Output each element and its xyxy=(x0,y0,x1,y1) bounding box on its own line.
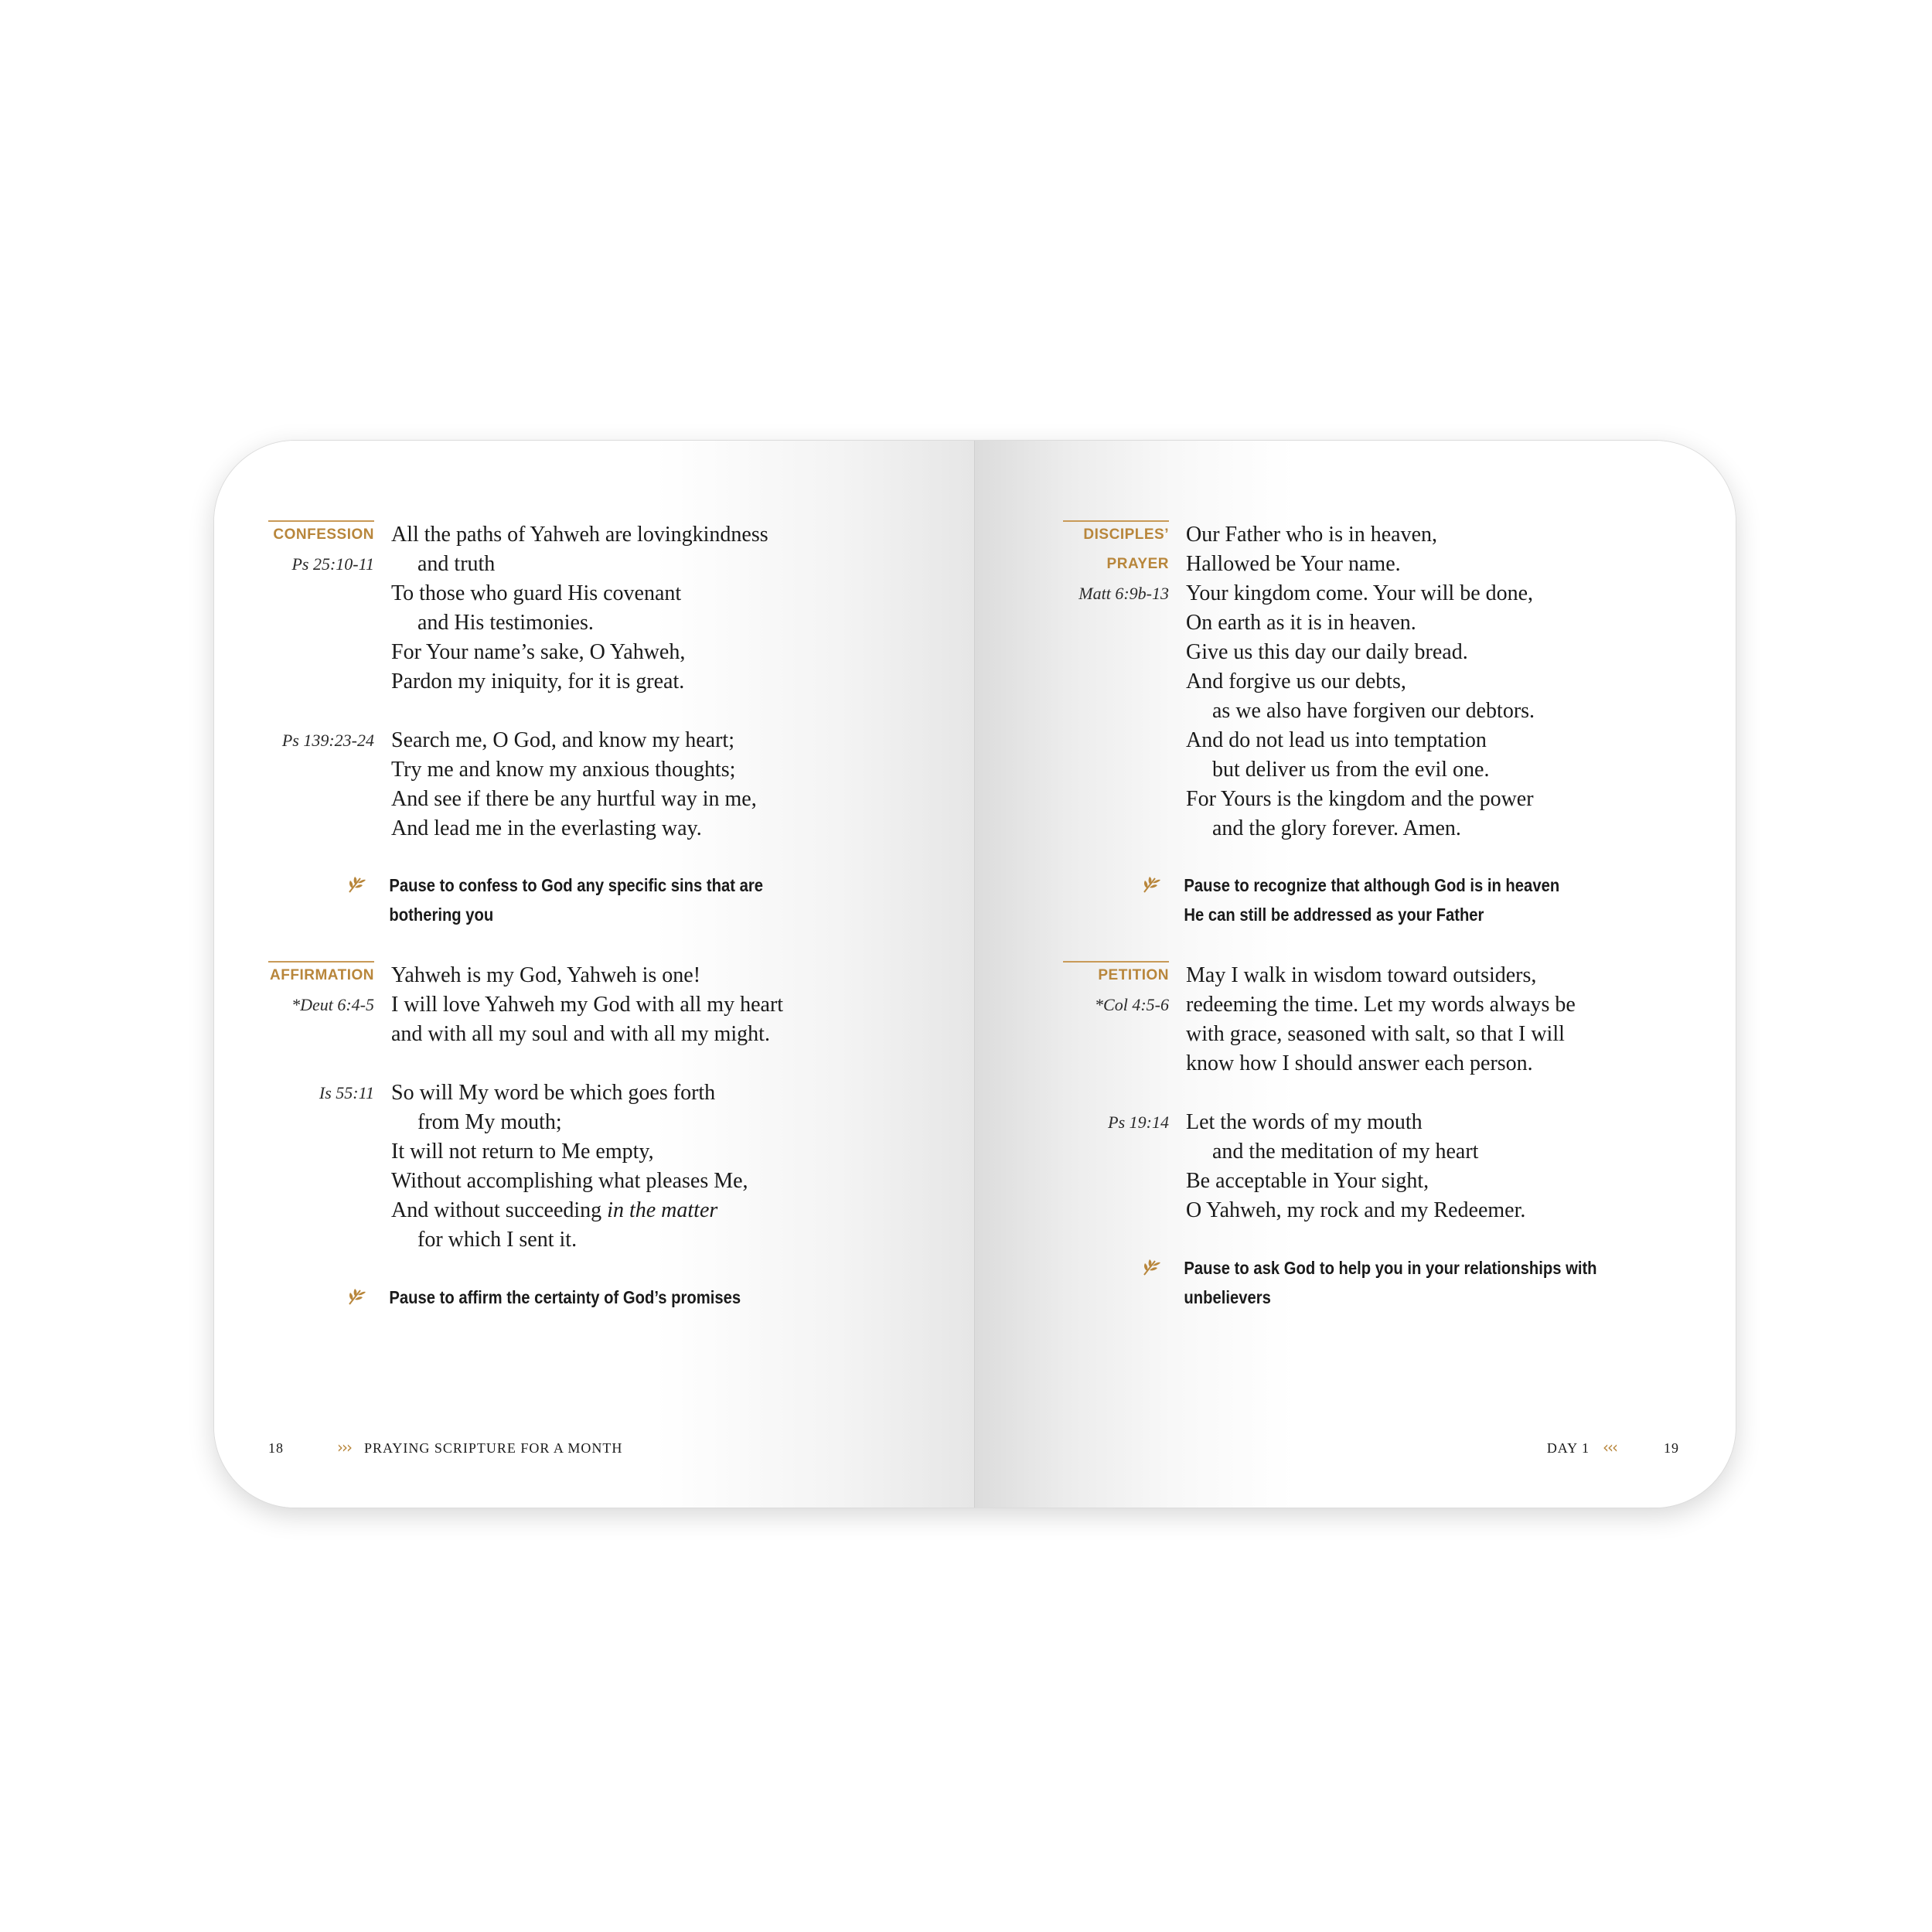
verse-text xyxy=(374,1078,748,1255)
verse-line: And do not lead us into temptation xyxy=(1186,728,1487,752)
verse-line: with grace, seasoned with salt, so that I will xyxy=(1186,1022,1565,1046)
verse-line: Yahweh is my God, Yahweh is one! xyxy=(391,963,701,987)
verse-text xyxy=(1169,1108,1525,1225)
verse-block xyxy=(268,1078,783,1255)
verse-block xyxy=(1063,1108,1576,1225)
leaf-sprig-icon xyxy=(346,874,368,894)
verse-line: Be acceptable in Your sight, xyxy=(1186,1169,1429,1193)
verse-line: from My mouth; xyxy=(417,1110,562,1134)
verse-line: redeeming the time. Let my words always be xyxy=(1186,993,1576,1017)
section-disciples-prayer xyxy=(1063,520,1535,843)
section-label: PRAYER xyxy=(1106,556,1169,572)
verse-line: To those who guard His covenant xyxy=(391,581,682,605)
italic-phrase: in the matter xyxy=(607,1198,718,1222)
scripture-reference: Ps 25:10-11 xyxy=(291,554,374,574)
scripture-reference: Ps 139:23-24 xyxy=(281,731,374,750)
verse-block xyxy=(1063,961,1576,1078)
verse-line: For Yours is the kingdom and the power xyxy=(1186,787,1534,811)
page-number: 19 xyxy=(1664,1440,1679,1456)
pause-text: Pause to recognize that although God is in heaven He can still be addressed as your Father xyxy=(1184,875,1560,925)
left-page xyxy=(214,441,975,1508)
section-affirmation xyxy=(268,961,783,1255)
verse-line: Try me and know my anxious thoughts; xyxy=(391,758,736,782)
page-number: 18 xyxy=(268,1440,284,1456)
pause-note xyxy=(1063,1253,1655,1312)
pause-text: Pause to ask God to help you in your relationships with unbelievers xyxy=(1184,1258,1597,1307)
verse-line: I will love Yahweh my God with all my heart xyxy=(391,993,784,1017)
verse-text xyxy=(1169,520,1535,843)
verse-text xyxy=(1169,961,1576,1078)
pause-text: Pause to affirm the certainty of God’s promises xyxy=(389,1287,741,1307)
chevrons-left-icon: ‹‹‹ xyxy=(1603,1438,1617,1457)
left-footer xyxy=(268,1438,622,1457)
verse-line: Pardon my iniquity, for it is great. xyxy=(391,670,685,693)
section-confession xyxy=(268,520,768,843)
right-footer xyxy=(1547,1438,1679,1457)
verse-line: know how I should answer each person. xyxy=(1186,1051,1533,1075)
verse-line: as we also have forgiven our debtors. xyxy=(1212,699,1535,723)
section-petition xyxy=(1063,961,1576,1225)
leaf-sprig-icon xyxy=(1141,874,1163,894)
verse-line: And without succeeding in the matter xyxy=(391,1198,718,1222)
verse-line: and with all my soul and with all my might. xyxy=(391,1022,770,1046)
running-head: PRAYING SCRIPTURE FOR A MONTH xyxy=(364,1440,623,1456)
verse-line: And see if there be any hurtful way in me, xyxy=(391,787,757,811)
scripture-reference: Is 55:11 xyxy=(319,1083,374,1102)
scripture-reference: Matt 6:9b-13 xyxy=(1078,584,1169,603)
pause-note xyxy=(268,871,816,929)
leaf-sprig-icon xyxy=(1141,1256,1163,1276)
chevrons-right-icon: ››› xyxy=(337,1438,351,1457)
scripture-reference: *Col 4:5-6 xyxy=(1095,995,1169,1014)
verse-line: It will not return to Me empty, xyxy=(391,1140,654,1164)
verse-block xyxy=(1063,520,1535,843)
verse-block xyxy=(268,520,768,697)
verse-line: and the meditation of my heart xyxy=(1212,1140,1479,1164)
verse-line: On earth as it is in heaven. xyxy=(1186,611,1416,635)
verse-line: Let the words of my mouth xyxy=(1186,1110,1423,1134)
verse-text xyxy=(374,726,757,843)
verse-line: Our Father who is in heaven, xyxy=(1186,523,1438,547)
verse-text xyxy=(374,520,768,697)
verse-line: Hallowed be Your name. xyxy=(1186,552,1401,576)
verse-line: but deliver us from the evil one. xyxy=(1212,758,1490,782)
verse-line: for which I sent it. xyxy=(417,1228,578,1252)
leaf-sprig-icon xyxy=(346,1286,368,1306)
verse-block xyxy=(268,726,768,843)
verse-line: And lead me in the everlasting way. xyxy=(391,816,702,840)
verse-block xyxy=(268,961,783,1049)
verse-line: May I walk in wisdom toward outsiders, xyxy=(1186,963,1537,987)
pause-note xyxy=(1063,871,1613,929)
scripture-reference: *Deut 6:4-5 xyxy=(291,995,374,1014)
pause-note xyxy=(268,1283,791,1312)
verse-line: Search me, O God, and know my heart; xyxy=(391,728,734,752)
running-head: DAY 1 xyxy=(1546,1440,1590,1456)
book-spread xyxy=(214,441,1736,1508)
verse-line: Give us this day our daily bread. xyxy=(1186,640,1468,664)
section-label: AFFIRMATION xyxy=(270,967,374,983)
verse-text xyxy=(374,961,783,1049)
verse-line: And forgive us our debts, xyxy=(1186,670,1406,693)
verse-line: and His testimonies. xyxy=(417,611,594,635)
right-page xyxy=(975,441,1736,1508)
verse-line: Your kingdom come. Your will be done, xyxy=(1186,581,1534,605)
verse-line: and truth xyxy=(417,552,496,576)
section-label: DISCIPLES’ xyxy=(1083,526,1169,543)
verse-line: O Yahweh, my rock and my Redeemer. xyxy=(1186,1198,1526,1222)
pause-text: Pause to confess to God any specific sins that are bothering you xyxy=(389,875,764,925)
verse-line: For Your name’s sake, O Yahweh, xyxy=(391,640,686,664)
verse-line: So will My word be which goes forth xyxy=(391,1081,716,1105)
scripture-reference: Ps 19:14 xyxy=(1108,1113,1169,1132)
section-label: PETITION xyxy=(1098,967,1169,983)
verse-line: All the paths of Yahweh are lovingkindness xyxy=(391,523,768,547)
verse-line: and the glory forever. Amen. xyxy=(1212,816,1461,840)
verse-line: Without accomplishing what pleases Me, xyxy=(391,1169,748,1193)
section-label: CONFESSION xyxy=(273,526,374,543)
